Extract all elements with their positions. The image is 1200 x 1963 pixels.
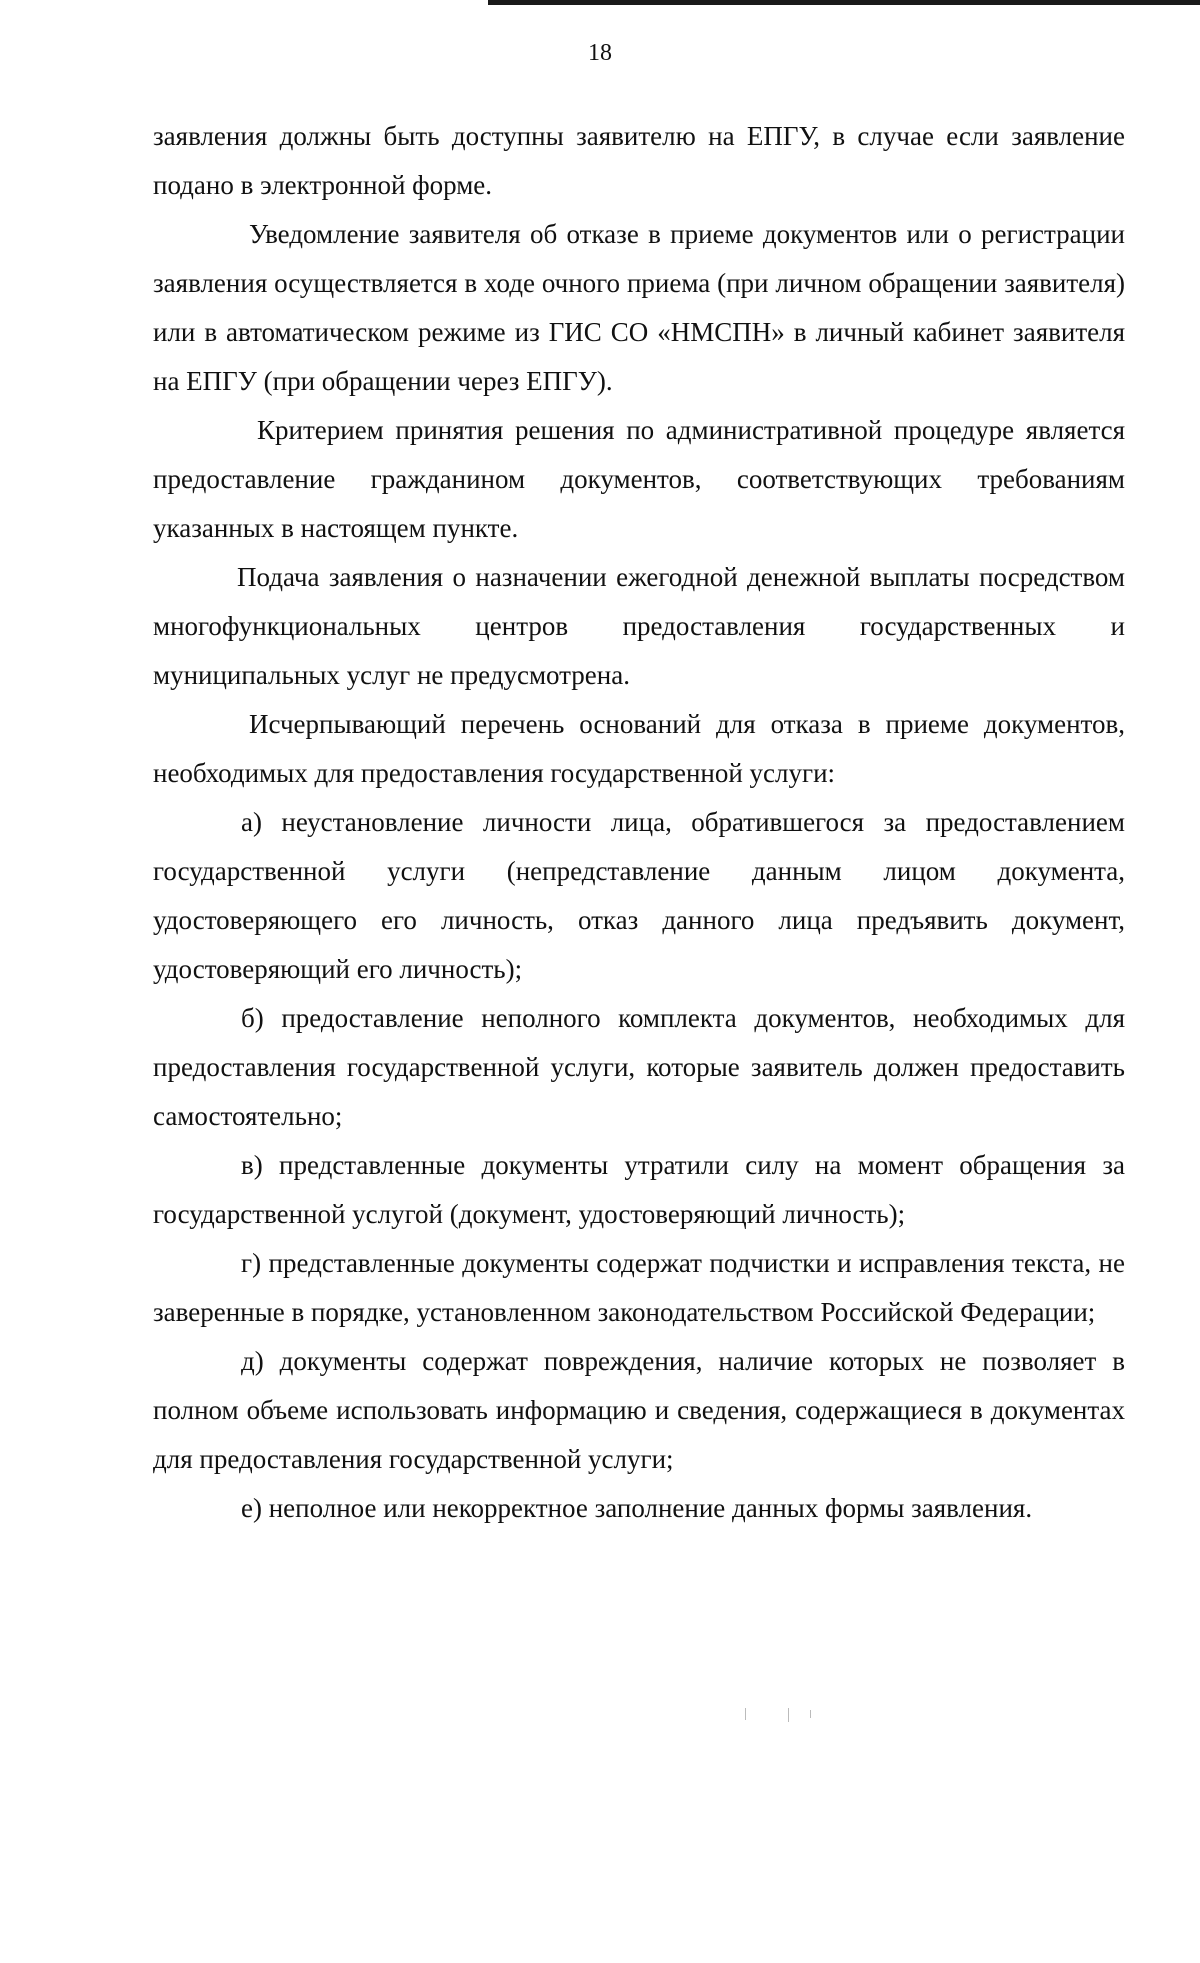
paragraph-notification: Уведомление заявителя об отказе в приеме документов или о регистрации заявления осуществляется в ходе очного приема (при личном обращении заявителя) или в автоматическом режиме из ГИС СО «НМСПН» в личный кабинет заявителя на ЕПГУ (при обращении через ЕПГУ). xyxy=(153,219,1125,396)
list-item-v: в) представленные документы утратили силу на момент обращения за государственной услугой (документ, удостоверяющий личность); xyxy=(153,1150,1125,1229)
scan-top-edge xyxy=(488,0,1200,5)
list-item-d: д) документы содержат повреждения, наличие которых не позволяет в полном объеме использовать информацию и сведения, содержащиеся в документах для предоставления государственной услуги; xyxy=(153,1346,1125,1474)
paragraph-criterion: Критерием принятия решения по административной процедуре является предоставление гражданином документов, соответствующих требованиям указанных в настоящем пункте. xyxy=(153,415,1125,543)
scan-speck xyxy=(745,1708,746,1720)
list-item-g: г) представленные документы содержат подчистки и исправления текста, не заверенные в порядке, установленном законодательством Российской Федерации; xyxy=(153,1248,1125,1327)
list-item-b: б) предоставление неполного комплекта документов, необходимых для предоставления государственной услуги, которые заявитель должен предоставить самостоятельно; xyxy=(153,1003,1125,1131)
scan-speck xyxy=(810,1710,811,1718)
document-body xyxy=(153,112,1125,1533)
paragraph-continuation: заявления должны быть доступны заявителю на ЕПГУ, в случае если заявление подано в электронной форме. xyxy=(153,121,1125,200)
paragraph-mfc-submission: Подача заявления о назначении ежегодной денежной выплаты посредством многофункциональных центров предоставления государственных и муниципальных услуг не предусмотрена. xyxy=(153,562,1125,690)
list-item-a: а) неустановление личности лица, обратившегося за предоставлением государственной услуги (непредставление данным лицом документа, удостоверяющего его личность, отказ данного лица предъявить документ, удостоверяющий его личность); xyxy=(153,807,1125,984)
list-item-e: е) неполное или некорректное заполнение данных формы заявления. xyxy=(241,1493,1033,1523)
paragraph-refusal-grounds-intro: Исчерпывающий перечень оснований для отказа в приеме документов, необходимых для предоставления государственной услуги: xyxy=(153,709,1125,788)
page-number: 18 xyxy=(588,40,612,66)
scan-speck xyxy=(788,1708,789,1722)
